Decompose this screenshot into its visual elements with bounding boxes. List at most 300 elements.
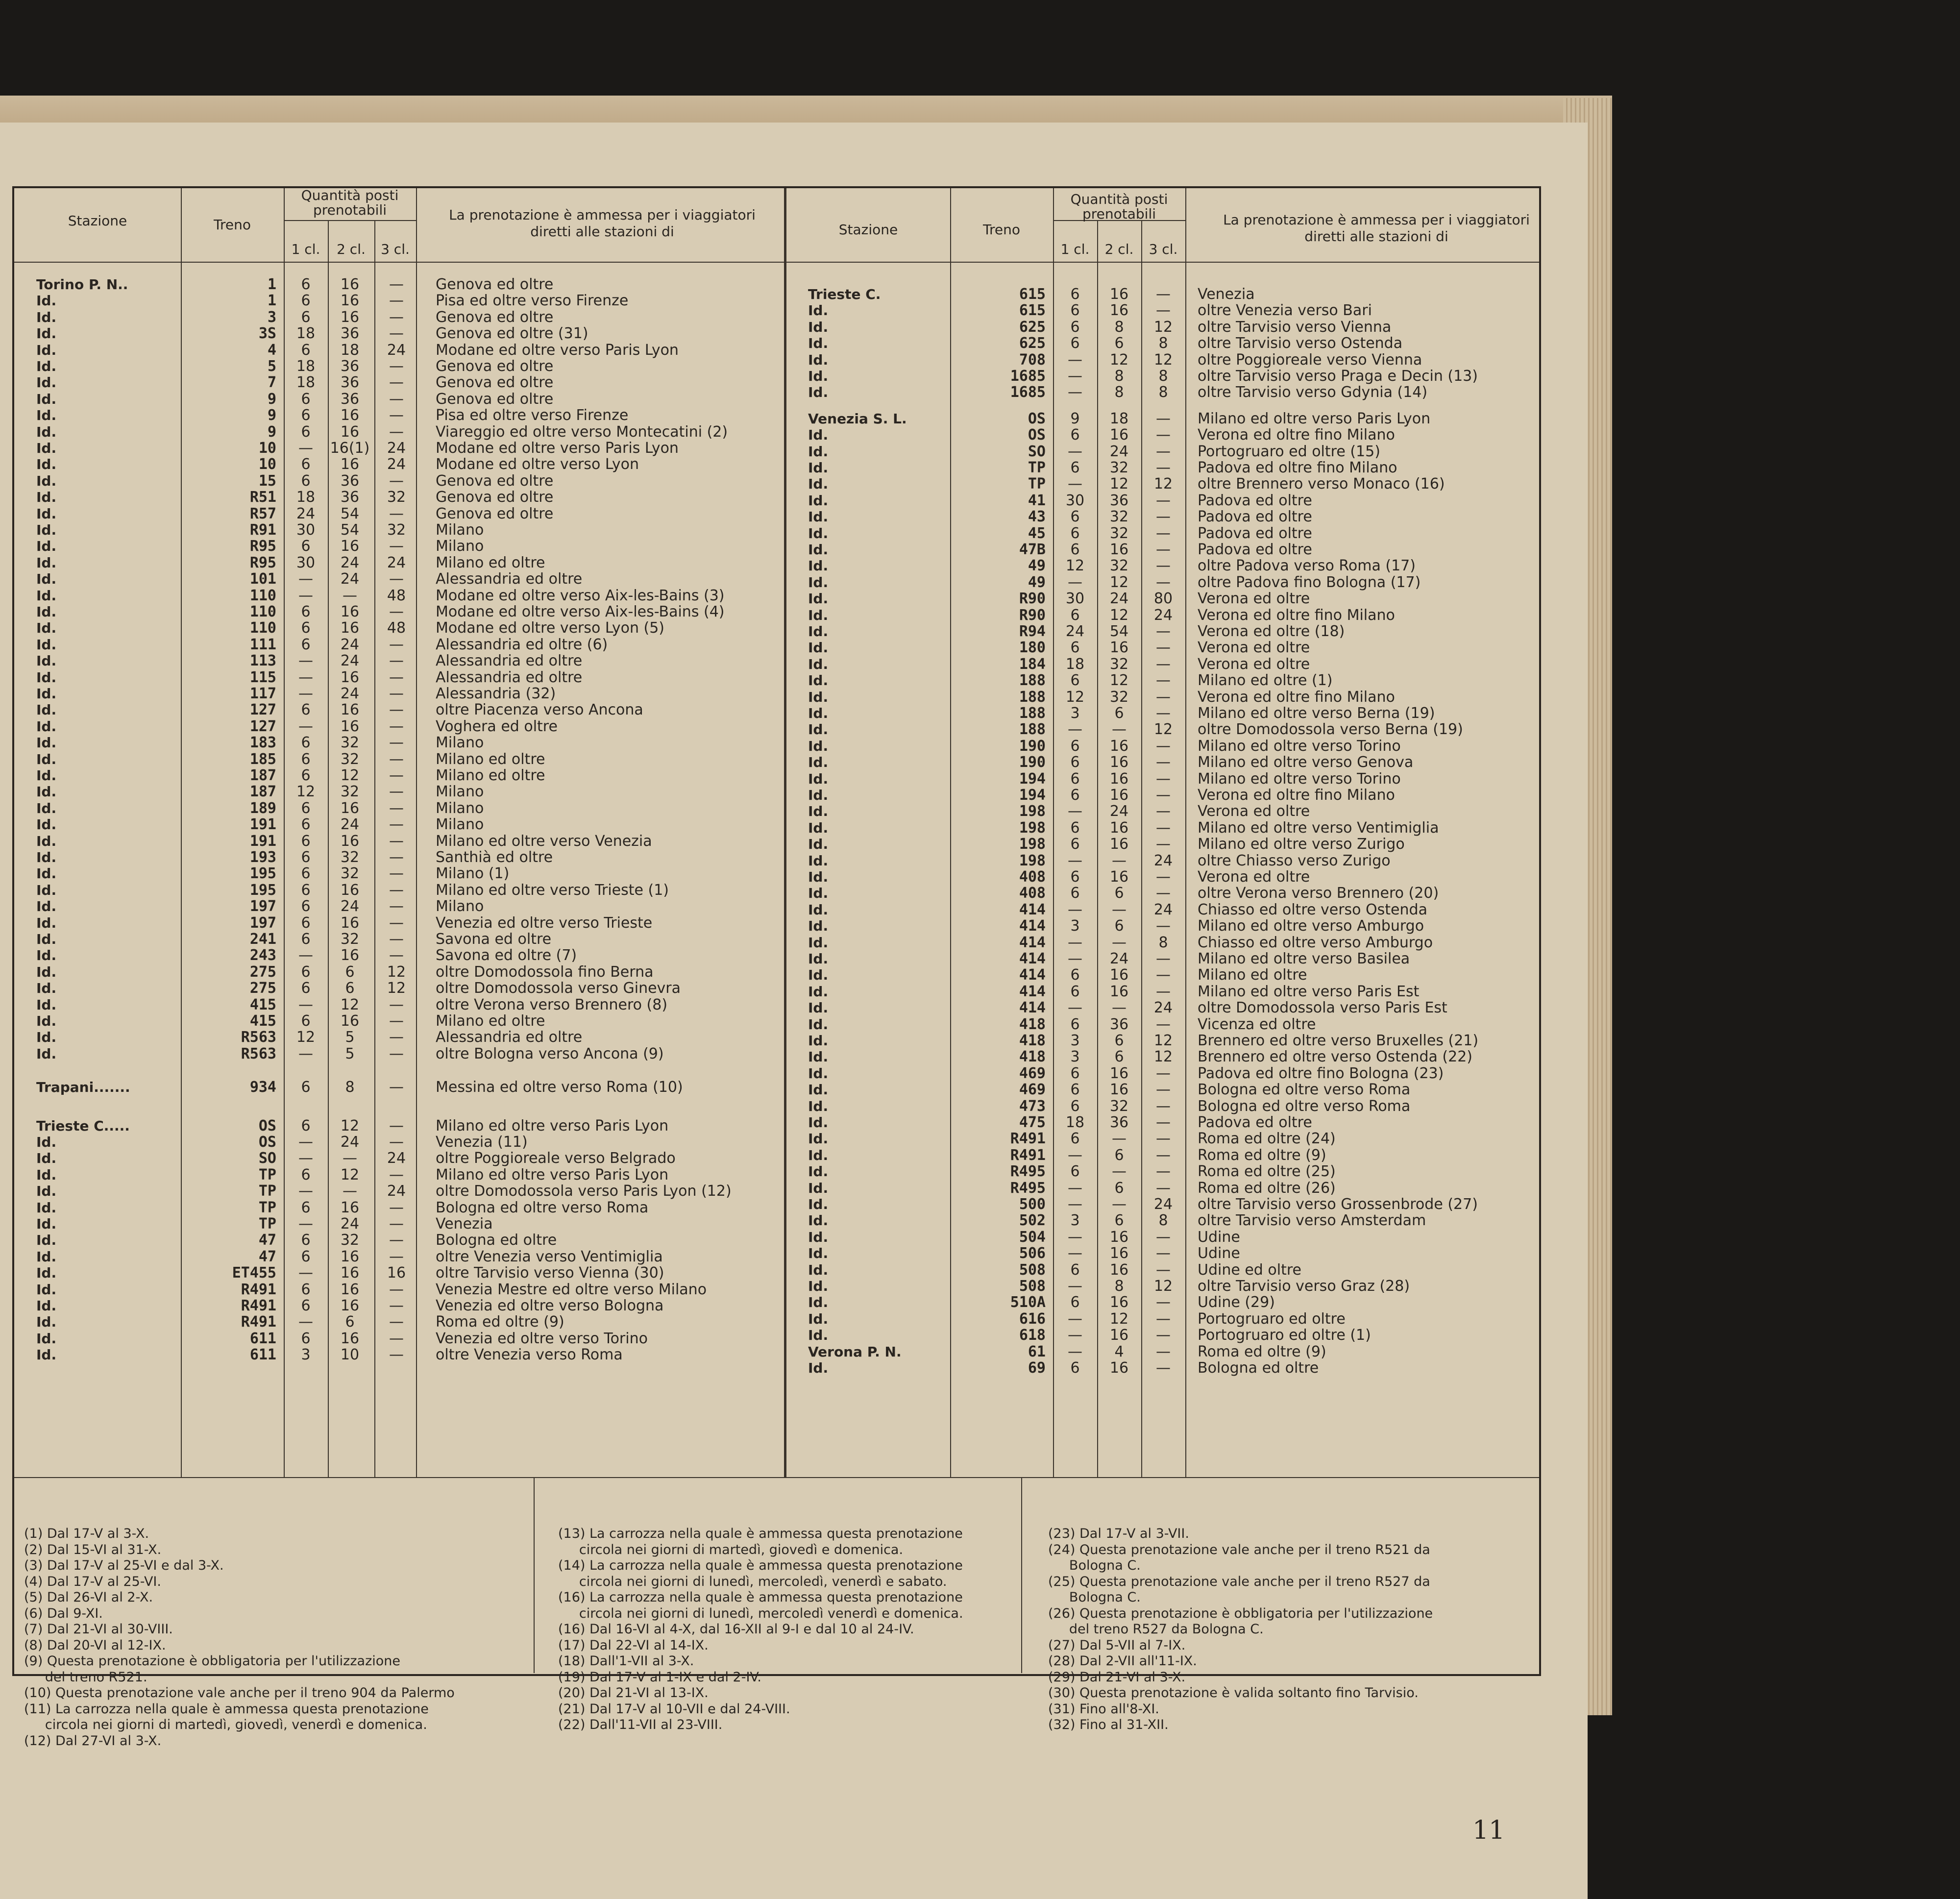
station-id: Id. xyxy=(808,721,829,738)
station-id: Id. xyxy=(808,656,829,672)
reservation-table xyxy=(12,186,1541,1749)
train-number: R491 xyxy=(241,1297,276,1314)
train-number: 194 xyxy=(1019,787,1046,804)
seats-1cl: 6 xyxy=(301,799,311,817)
seats-3cl: 12 xyxy=(1153,721,1173,739)
station-id: Id. xyxy=(36,1045,57,1062)
train-number: R491 xyxy=(241,1281,276,1298)
seats-2cl: 6 xyxy=(345,1313,355,1331)
station-id: Id. xyxy=(36,456,57,473)
station-id: Id. xyxy=(808,983,829,1000)
seats-1cl: 6 xyxy=(301,407,311,424)
seats-1cl: 6 xyxy=(1070,302,1080,320)
station-id: Id. xyxy=(808,1278,829,1294)
seats-3cl: 8 xyxy=(1158,384,1168,401)
footnote: (13) La carrozza nella quale è ammessa questa prenotazione circola nei giorni di martedì, giovedì e domenica. xyxy=(558,1526,963,1557)
seats-3cl: — xyxy=(389,996,404,1013)
seats-1cl: 6 xyxy=(1070,606,1080,624)
seats-3cl: — xyxy=(1156,1130,1171,1148)
seats-2cl: 16 xyxy=(340,881,360,899)
seats-3cl: — xyxy=(1156,1294,1171,1311)
seats-3cl: 12 xyxy=(1153,1278,1173,1295)
seats-3cl: — xyxy=(1156,1359,1171,1377)
seats-2cl: — xyxy=(1112,852,1127,869)
station-id: Id. xyxy=(808,492,829,509)
destination: Milano ed oltre xyxy=(436,750,545,768)
train-number: 195 xyxy=(249,865,276,883)
seats-1cl: 6 xyxy=(301,423,311,441)
seats-3cl: — xyxy=(1156,1097,1171,1115)
train-number: 616 xyxy=(1019,1310,1046,1328)
train-number: 508 xyxy=(1019,1278,1046,1295)
station-id: Id. xyxy=(808,1098,829,1114)
seats-1cl: — xyxy=(1068,721,1082,739)
seats-2cl: 36 xyxy=(1109,492,1129,509)
destination: Padova ed oltre xyxy=(1198,492,1312,509)
seats-2cl: 6 xyxy=(1114,1146,1124,1164)
seats-2cl: 18 xyxy=(340,341,360,359)
train-number: 10 xyxy=(258,456,276,473)
station-id: Id. xyxy=(808,1016,829,1033)
seats-3cl: — xyxy=(1156,541,1171,558)
seats-1cl: 6 xyxy=(301,750,311,768)
seats-2cl: 16 xyxy=(1109,787,1129,804)
seats-2cl: 36 xyxy=(340,358,360,375)
train-number: 194 xyxy=(1019,770,1046,788)
rule xyxy=(14,1477,1539,1478)
train-number: 475 xyxy=(1019,1114,1046,1131)
footnote: (22) Dall'11-VII al 23-VIII. xyxy=(558,1717,723,1732)
train-number: 187 xyxy=(249,767,276,784)
train-number: 113 xyxy=(249,652,276,670)
seats-3cl: 8 xyxy=(1158,934,1168,951)
train-number: 197 xyxy=(249,898,276,915)
seats-2cl: 6 xyxy=(345,980,355,997)
destination: Voghera ed oltre xyxy=(436,717,558,735)
seats-3cl: — xyxy=(389,1346,404,1364)
seats-3cl: — xyxy=(1156,770,1171,788)
seats-1cl: — xyxy=(1068,1278,1082,1295)
station-id: Id. xyxy=(808,427,829,444)
train-number: SO xyxy=(258,1150,276,1167)
seats-3cl: — xyxy=(389,914,404,932)
train-number: 500 xyxy=(1019,1196,1046,1213)
header-cl2-right: 2 cl. xyxy=(1104,241,1134,257)
seats-1cl: 6 xyxy=(1070,787,1080,804)
train-number: 611 xyxy=(249,1330,276,1347)
station-id: Id. xyxy=(808,591,829,607)
seats-2cl: 16 xyxy=(340,308,360,326)
seats-2cl: 12 xyxy=(1109,475,1129,493)
destination: oltre Bologna verso Ancona (9) xyxy=(436,1045,664,1062)
seats-2cl: 6 xyxy=(1114,335,1124,352)
train-number: R491 xyxy=(1010,1146,1046,1164)
seats-1cl: — xyxy=(1068,1343,1082,1360)
destination: Venezia (11) xyxy=(436,1134,528,1151)
seats-3cl: 12 xyxy=(387,980,406,997)
destination: Verona ed oltre xyxy=(1198,803,1310,820)
seats-1cl: — xyxy=(1068,1146,1082,1164)
rule xyxy=(1021,1477,1022,1673)
train-number: SO xyxy=(1028,443,1046,460)
seats-2cl: 6 xyxy=(1114,885,1124,902)
station-id: Id. xyxy=(36,1029,57,1046)
seats-1cl: 6 xyxy=(301,931,311,948)
seats-2cl: — xyxy=(1112,1130,1127,1148)
seats-2cl: 36 xyxy=(1109,1015,1129,1033)
footnote: (25) Questa prenotazione vale anche per il treno R527 da Bologna C. xyxy=(1048,1574,1430,1605)
seats-1cl: 30 xyxy=(1065,590,1085,608)
train-number: 502 xyxy=(1019,1212,1046,1230)
seats-3cl: 24 xyxy=(387,554,406,571)
destination: Bologna ed oltre xyxy=(1198,1359,1319,1377)
seats-1cl: 6 xyxy=(1070,1130,1080,1148)
seats-3cl: — xyxy=(389,1248,404,1265)
seats-3cl: — xyxy=(1156,459,1171,476)
seats-3cl: — xyxy=(1156,1064,1171,1082)
train-number: 9 xyxy=(267,423,276,441)
seats-2cl: 32 xyxy=(340,783,360,801)
seats-2cl: 16 xyxy=(1109,754,1129,771)
seats-1cl: 6 xyxy=(301,980,311,997)
station-name: Trieste C..... xyxy=(36,1117,130,1134)
seats-2cl: 8 xyxy=(1114,318,1124,336)
train-number: 198 xyxy=(1019,803,1046,820)
station-id: Id. xyxy=(808,542,829,558)
station-id: Id. xyxy=(36,1216,57,1232)
seats-2cl: 24 xyxy=(340,816,360,834)
train-number: 708 xyxy=(1019,351,1046,369)
seats-3cl: — xyxy=(389,1215,404,1233)
destination: oltre Chiasso verso Zurigo xyxy=(1198,852,1391,869)
seats-1cl: 30 xyxy=(296,521,316,539)
station-id: Id. xyxy=(36,620,57,637)
station-id: Id. xyxy=(808,1196,829,1212)
destination: Milano ed oltre verso Zurigo xyxy=(1198,836,1405,853)
seats-3cl: — xyxy=(1156,1228,1171,1246)
train-number: 110 xyxy=(249,587,276,604)
destination: oltre Tarvisio verso Grossenbrode (27) xyxy=(1198,1196,1478,1213)
seats-2cl: 16 xyxy=(1109,868,1129,886)
destination: Milano ed oltre verso Venezia xyxy=(436,832,652,850)
train-number: 61 xyxy=(1028,1343,1046,1360)
train-number: 188 xyxy=(1019,721,1046,739)
seats-2cl: 32 xyxy=(340,931,360,948)
seats-3cl: — xyxy=(1156,754,1171,771)
seats-1cl: 18 xyxy=(1065,1114,1085,1131)
footnote: (16) Dal 16-VI al 4-X, dal 16-XII al 9-I e dal 10 al 24-IV. xyxy=(558,1622,914,1637)
station-id: Id. xyxy=(36,1150,57,1167)
train-number: R90 xyxy=(1019,606,1046,624)
station-id: Id. xyxy=(808,885,829,902)
station-id: Id. xyxy=(36,423,57,440)
station-id: Id. xyxy=(36,1166,57,1183)
train-number: R95 xyxy=(249,554,276,571)
train-number: 1685 xyxy=(1010,368,1046,385)
seats-3cl: — xyxy=(389,1199,404,1216)
destination: Milano ed oltre verso Torino xyxy=(1198,770,1401,788)
destination: Modane ed oltre verso Aix-les-Bains (4) xyxy=(436,603,725,620)
seats-1cl: — xyxy=(298,685,313,702)
train-number: 190 xyxy=(1019,737,1046,755)
destination: Roma ed oltre (26) xyxy=(1198,1179,1336,1197)
destination: Genova ed oltre xyxy=(436,472,554,490)
train-number: 47B xyxy=(1019,541,1046,558)
footnote: (10) Questa prenotazione vale anche per il treno 904 da Palermo xyxy=(24,1685,455,1701)
seats-2cl: 16 xyxy=(1109,737,1129,755)
seats-1cl: — xyxy=(298,947,313,964)
station-id: Id. xyxy=(808,1033,829,1049)
seats-1cl: — xyxy=(1068,384,1082,401)
seats-3cl: — xyxy=(389,636,404,653)
station-id: Id. xyxy=(808,335,829,352)
seats-1cl: 18 xyxy=(296,489,316,506)
seats-3cl: 8 xyxy=(1158,1212,1168,1230)
destination: Venezia xyxy=(1198,286,1255,303)
seats-3cl: — xyxy=(389,276,404,293)
train-number: 191 xyxy=(249,816,276,834)
station-id: Id. xyxy=(808,1147,829,1163)
seats-2cl: 16 xyxy=(340,292,360,310)
seats-2cl: 6 xyxy=(1114,1179,1124,1197)
station-id: Id. xyxy=(808,1131,829,1147)
seats-3cl: — xyxy=(389,1330,404,1347)
seats-2cl: 16 xyxy=(1109,1228,1129,1246)
rule xyxy=(14,262,1539,263)
train-number: 185 xyxy=(249,750,276,768)
seats-1cl: — xyxy=(1068,1228,1082,1246)
seats-3cl: — xyxy=(389,783,404,801)
seats-2cl: 5 xyxy=(345,1045,355,1062)
train-number: TP xyxy=(258,1199,276,1216)
seats-1cl: — xyxy=(298,570,313,588)
station-id: Id. xyxy=(808,368,829,384)
seats-2cl: 6 xyxy=(1114,705,1124,722)
seats-2cl: 16 xyxy=(1109,966,1129,984)
seats-3cl: — xyxy=(1156,737,1171,755)
seats-2cl: 16 xyxy=(1109,286,1129,303)
seats-3cl: — xyxy=(389,308,404,326)
destination: Viareggio ed oltre verso Montecatini (2) xyxy=(436,423,728,441)
station-id: Id. xyxy=(36,1248,57,1265)
train-number: 625 xyxy=(1019,318,1046,336)
train-number: 243 xyxy=(249,947,276,964)
destination: Milano xyxy=(436,816,484,834)
seats-1cl: 6 xyxy=(1070,1261,1080,1279)
destination: oltre Tarvisio verso Praga e Decin (13) xyxy=(1198,368,1478,385)
destination: Verona ed oltre xyxy=(1198,868,1310,886)
train-number: 241 xyxy=(249,931,276,948)
train-number: 47 xyxy=(258,1232,276,1249)
train-number: TP xyxy=(1028,459,1046,476)
seats-2cl: 54 xyxy=(340,505,360,522)
seats-3cl: 24 xyxy=(387,456,406,473)
footnote: (21) Dal 17-V al 10-VII e dal 24-VIII. xyxy=(558,1701,790,1717)
train-number: 414 xyxy=(1019,983,1046,1000)
seats-1cl: — xyxy=(1068,1179,1082,1197)
seats-2cl: 36 xyxy=(340,325,360,343)
station-id: Id. xyxy=(36,735,57,751)
seats-1cl: 6 xyxy=(1070,426,1080,444)
destination: Genova ed oltre xyxy=(436,505,554,522)
seats-3cl: — xyxy=(1156,983,1171,1000)
train-number: 110 xyxy=(249,619,276,637)
train-number: 183 xyxy=(249,734,276,752)
station-id: Id. xyxy=(808,1327,829,1344)
seats-2cl: 16 xyxy=(340,701,360,719)
station-id: Id. xyxy=(808,384,829,401)
train-number: 418 xyxy=(1019,1032,1046,1049)
destination: Bologna ed oltre verso Roma xyxy=(1198,1081,1411,1099)
header-treno-right: Treno xyxy=(983,222,1020,238)
destination: Udine xyxy=(1198,1228,1240,1246)
destination: Milano xyxy=(436,898,484,915)
seats-2cl: — xyxy=(343,587,357,604)
seats-3cl: — xyxy=(1156,639,1171,657)
footnote: (5) Dal 26-VI al 2-X. xyxy=(24,1590,153,1605)
seats-3cl: — xyxy=(389,685,404,702)
seats-2cl: 24 xyxy=(340,636,360,653)
seats-2cl: 12 xyxy=(340,1166,360,1184)
seats-2cl: 16 xyxy=(1109,302,1129,320)
destination: Milano ed oltre verso Ventimiglia xyxy=(1198,819,1439,837)
station-id: Id. xyxy=(36,947,57,964)
destination: Udine xyxy=(1198,1245,1240,1262)
station-id: Id. xyxy=(36,702,57,718)
station-id: Id. xyxy=(808,558,829,574)
destination: Genova ed oltre xyxy=(436,489,554,506)
station-id: Id. xyxy=(36,833,57,849)
seats-3cl: — xyxy=(389,1029,404,1046)
destination: Venezia Mestre ed oltre verso Milano xyxy=(436,1281,707,1298)
station-id: Id. xyxy=(808,460,829,476)
seats-3cl: 32 xyxy=(387,521,406,539)
destination: Milano ed oltre verso Paris Lyon xyxy=(436,1117,669,1134)
station-id: Id. xyxy=(808,787,829,803)
seats-2cl: — xyxy=(1112,999,1127,1017)
station-id: Id. xyxy=(36,440,57,456)
station-id: Id. xyxy=(36,865,57,882)
destination: Genova ed oltre xyxy=(436,276,554,293)
header-stazione-right: Stazione xyxy=(838,222,898,238)
seats-3cl: — xyxy=(1156,1343,1171,1360)
train-number: 414 xyxy=(1019,901,1046,918)
station-id: Id. xyxy=(36,669,57,686)
seats-1cl: 6 xyxy=(301,538,311,555)
station-id: Id. xyxy=(808,302,829,319)
station-id: Id. xyxy=(36,1330,57,1347)
seats-3cl: — xyxy=(389,390,404,408)
train-number: 508 xyxy=(1019,1261,1046,1279)
rule xyxy=(950,188,951,1477)
seats-1cl: 6 xyxy=(301,619,311,637)
destination: Modane ed oltre verso Paris Lyon xyxy=(436,341,679,359)
train-number: 506 xyxy=(1019,1245,1046,1262)
station-id: Id. xyxy=(36,914,57,931)
station-id: Id. xyxy=(36,718,57,735)
seats-3cl: — xyxy=(1156,524,1171,542)
station-id: Id. xyxy=(36,1199,57,1216)
destination: Alessandria ed oltre (6) xyxy=(436,636,608,653)
seats-3cl: — xyxy=(389,1166,404,1184)
train-number: R495 xyxy=(1010,1179,1046,1197)
seats-1cl: 6 xyxy=(1070,1359,1080,1377)
seats-3cl: — xyxy=(1156,1015,1171,1033)
seats-2cl: 32 xyxy=(1109,655,1129,673)
destination: Milano xyxy=(436,538,484,555)
train-number: 615 xyxy=(1019,286,1046,303)
train-number: 611 xyxy=(249,1346,276,1364)
seats-2cl: 12 xyxy=(1109,573,1129,591)
destination: Padova ed oltre xyxy=(1198,524,1312,542)
seats-1cl: 6 xyxy=(1070,1081,1080,1099)
station-id: Id. xyxy=(36,604,57,620)
seats-3cl: 12 xyxy=(1153,475,1173,493)
seats-3cl: 24 xyxy=(1153,1196,1173,1213)
train-number: OS xyxy=(1028,410,1046,427)
station-id: Id. xyxy=(808,1000,829,1016)
train-number: 184 xyxy=(1019,655,1046,673)
train-number: 49 xyxy=(1028,557,1046,575)
station-id: Id. xyxy=(808,476,829,493)
train-number: OS xyxy=(258,1117,276,1134)
seats-3cl: — xyxy=(1156,573,1171,591)
seats-1cl: 6 xyxy=(301,1117,311,1134)
destination: Venezia ed oltre verso Torino xyxy=(436,1330,648,1347)
seats-2cl: 36 xyxy=(340,472,360,490)
seats-3cl: 12 xyxy=(1153,351,1173,369)
seats-2cl: 16 xyxy=(340,1330,360,1347)
train-number: 10 xyxy=(258,440,276,457)
seats-2cl: — xyxy=(343,1183,357,1200)
station-id: Id. xyxy=(808,951,829,967)
seats-1cl: 6 xyxy=(301,456,311,473)
seats-1cl: 6 xyxy=(301,472,311,490)
seats-2cl: 12 xyxy=(1109,606,1129,624)
seats-3cl: 24 xyxy=(1153,852,1173,869)
destination: Milano ed oltre verso Berna (19) xyxy=(1198,705,1435,722)
train-number: 408 xyxy=(1019,868,1046,886)
seats-3cl: 48 xyxy=(387,587,406,604)
seats-2cl: 16 xyxy=(340,603,360,620)
train-number: 110 xyxy=(249,603,276,620)
seats-1cl: — xyxy=(298,1045,313,1062)
train-number: 275 xyxy=(249,963,276,981)
seats-1cl: 6 xyxy=(301,849,311,866)
seats-3cl: — xyxy=(389,931,404,948)
seats-3cl: — xyxy=(1156,443,1171,460)
seats-2cl: 16 xyxy=(340,1012,360,1030)
seats-2cl: 16 xyxy=(340,1297,360,1314)
destination: Padova ed oltre xyxy=(1198,1114,1312,1131)
seats-3cl: — xyxy=(389,652,404,670)
train-number: 45 xyxy=(1028,524,1046,542)
seats-1cl: 6 xyxy=(301,292,311,310)
station-name: Trieste C. xyxy=(808,286,881,302)
train-number: 43 xyxy=(1028,508,1046,526)
station-id: Id. xyxy=(36,309,57,325)
seats-3cl: — xyxy=(1156,302,1171,320)
destination: Pisa ed oltre verso Firenze xyxy=(436,407,629,424)
train-number: 934 xyxy=(249,1079,276,1096)
train-number: 618 xyxy=(1019,1327,1046,1344)
seats-3cl: 12 xyxy=(387,963,406,981)
seats-3cl: 80 xyxy=(1153,590,1173,608)
seats-2cl: 6 xyxy=(1114,917,1124,935)
train-number: 49 xyxy=(1028,573,1046,591)
seats-1cl: 6 xyxy=(1070,459,1080,476)
seats-1cl: — xyxy=(298,1183,313,1200)
